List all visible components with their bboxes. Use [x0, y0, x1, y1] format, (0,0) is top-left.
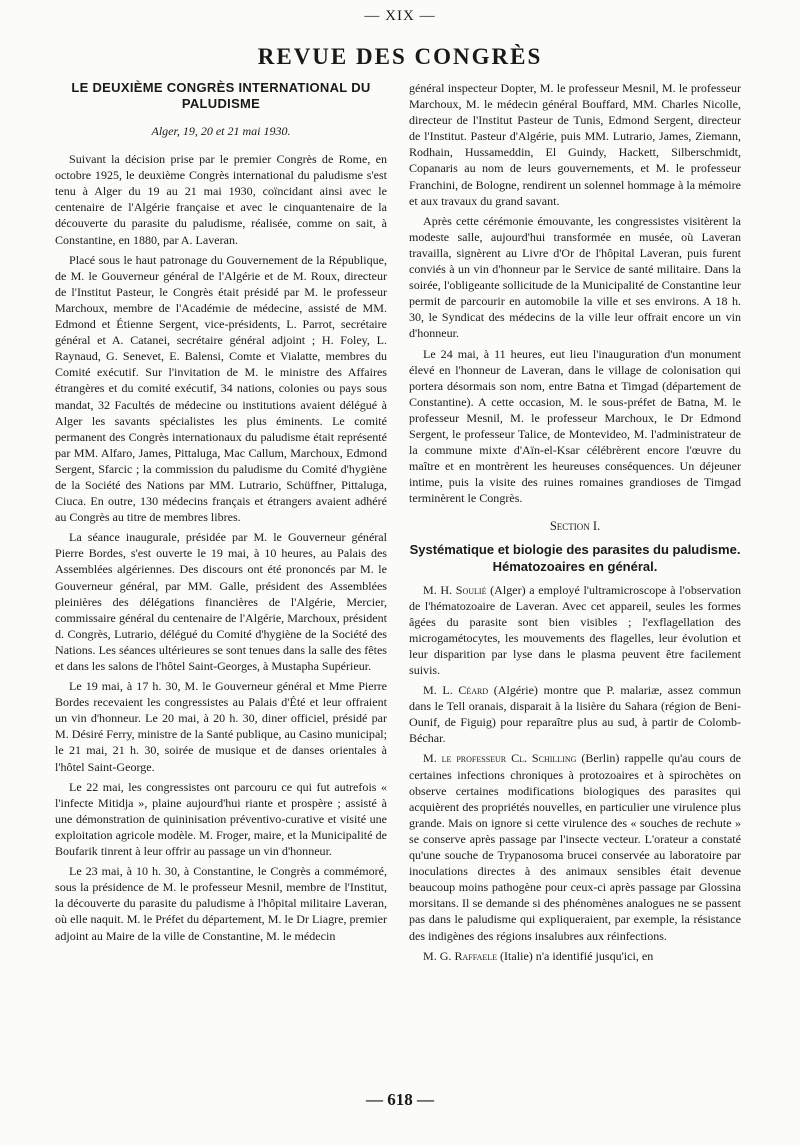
communication [409, 750, 741, 943]
author-name: M. L. Céard [423, 683, 489, 698]
place-date: Alger, 19, 20 et 21 mai 1930. [151, 124, 291, 138]
communication-text: (Italie) n'a identifié jusqu'ici, en [497, 948, 654, 963]
paragraph: Le 23 mai, à 10 h. 30, à Constantine, le Congrès a commémoré, sous la présidence de M. le professeur Mesnil, membre de l'Institut, la découverte du parasite du paludisme à l'hôpital militaire Laveran, où elle naquit. M. le Préfet du département, M. le Dr Liagre, premier adjoint au Maire de la ville de Constantine, M. le médecin [55, 864, 387, 943]
paragraph: Le 24 mai, à 11 heures, eut lieu l'inauguration d'un monument élevé en l'honneur de Laveran, dans le village de colonisation qui portera désormais son nom, entre Batna et Timgad (département de Constantine). A cette occasion, M. le sous-préfet de Batna, M. le professeur Mesnil, M. le professeur Marchoux, le Dr Edmond Sergent, le professeur Talice, de Montevideo, M. l'administrateur de la commune mixte d'Aïn-el-Ksar célébrèrent encore l'œuvre du maître et en montrèrent les heureuses conséquences. Un déjeuner intime, puis la visite des ruines romaines grandioses de Timgad terminèrent le Congrès. [409, 346, 741, 506]
communication [409, 682, 741, 746]
paragraph: Le 22 mai, les congressistes ont parcouru ce qui fut autrefois « l'infecte Mitidja », plaine aujourd'hui riante et prospère ; assisté à une démonstration de quininisation préventivo-curative et visité une exploitation agricole modèle. M. Froger, maire, et la Municipalité de Boufarik tinrent à leur offrir au passage un vin d'honneur. [55, 779, 387, 859]
page-number: — 618 — [366, 1090, 434, 1109]
paragraph: Placé sous le haut patronage du Gouvernement de la République, de M. le Gouverneur général de l'Algérie et de M. Roux, directeur de l'Institut Pasteur, le Congrès était présidé par M. le professeur Marchoux, membre de l'Académie de médecine, assisté de MM. Edmond et Étienne Sergent, vice-présidents, L. Parrot, secrétaire général et A. Catanei, secrétaire général adjoint ; H. Foley, L. Raynaud, G. Senevet, E. Balensi, Comte et Vialatte, membres du Comité exécutif. Sur l'invitation de M. le ministre des Affaires étrangères et du comité exécutif, 34 nations, colonies ou pays sous mandat, 32 Facultés de médecine ou institutions avaient délégué à Alger les savants spécialistes les plus éminents. Le comité permanent des Congrès internationaux du paludisme était représenté par MM. Alfaro, James, Pittaluga, Mac Callum, Marchoux, Edmond Sergent, Sfarcic ; la commission du paludisme du Comité d'hygiène de la Société des Nations par MM. Lutrario, Schüffner, Pittaluga, Ciuca. En outre, 130 médecins français et étrangers avaient adhéré au Congrès au titre de membres libres. [55, 252, 387, 525]
communication [409, 948, 741, 964]
communication-text: (Berlin) rappelle qu'au cours de certaines infections chroniques à protozoaires et à spirochètes on observe certaines modifications biologiques des parasites qui acquièrent des propriétés nouvelles, en particulier une virulence plus grande. Mais on ignore si cette virulence des « souches de rechute » se conserve après passage par l'insecte vecteur. L'orateur a constaté qu'une souche de Trypanosoma brucei conservée au laboratoire par inoculations directes à des animaux sensibles était devenue beaucoup moins pathogène pour ceux-ci après passage par Glossina morsitans. Il se demande si des phénomènes analogues ne se passent pas dans le paludisme qui expliqueraient, par exemple, la résistance des indigènes des régions insalubres aux réinfections. [409, 751, 741, 943]
author-name: M. H. Soulié [423, 582, 487, 597]
communication [409, 582, 741, 679]
communication-text: (Alger) a employé l'ultramicroscope à l'observation de l'hématozoaire de Laveran. Avec cet appareil, seules les formes âgées du parasite sont bien visibles ; l'exflagellation des microgamétocytes, les mouvements des flagelles, leur évolution et leur disparition par lyse dans le plasma peuvent être facilement suivis. [409, 582, 742, 677]
paragraph: Le 19 mai, à 17 h. 30, M. le Gouverneur général et Mme Pierre Bordes recevaient les congressistes au Palais d'Été et leur offraient un vin d'honneur. Le 20 mai, à 20 h. 30, diner officiel, présidé par M. Désiré Ferry, ministre de la Santé publique, au Casino municipal; le 21 mai, 21 h. 30, soirée de musique et de danses orientales à l'hôtel Saint-George. [55, 679, 387, 774]
author-name: M. le professeur Cl. Schilling [423, 751, 577, 766]
article-title: LE DEUXIÈME CONGRÈS INTERNATIONAL DU PALUDISME [71, 80, 371, 111]
running-title: REVUE DES CONGRÈS [257, 44, 543, 69]
section-label: Section I. [549, 519, 601, 534]
author-name: M. G. Raffaele [423, 948, 498, 963]
page-roman-numeral: — XIX — [364, 8, 436, 24]
section-title: Systématique et biologie des parasites du paludisme. Hématozoaires en général. [409, 541, 741, 574]
paragraph: Suivant la décision prise par le premier Congrès de Rome, en octobre 1925, le deuxième Congrès international du paludisme s'est tenu à Alger du 19 au 21 mai 1930, coïncidant ainsi avec le centenaire de l'Algérie française et avec le cinquantenaire de la découverte du parasite du paludisme, réalisée, comme on sait, à Constantine, en 1880, par A. Laveran. [55, 152, 387, 247]
paragraph: Après cette cérémonie émouvante, les congressistes visitèrent la modeste salle, aujourd'hui transformée en musée, où Laveran travailla, signèrent au Livre d'Or de l'hôpital Laveran, puis furent conviés à un vin d'honneur par le Service de santé militaire. Dans la soirée, l'obligeante sollicitude de la Municipalité de Constantine leur permit de parcourir en automobile la ville et ses environs. A 18 h. 30, le Syndicat des médecins de la ville leur offrait encore un vin d'honneur. [409, 213, 741, 341]
right-column [409, 80, 741, 968]
paragraph: La séance inaugurale, présidée par M. le Gouverneur général Pierre Bordes, s'est ouverte le 19 mai, à 10 heures, au Palais des Assemblées algériennes. Des discours ont été prononcés par M. le Gouverneur général, par MM. Galle, président des Assemblées pleinières des délégations financières de l'Algérie, Mercier, commissaire général du centenaire de l'Algérie, Marchoux, président d. Congrès, Lutrario, délégué du Comité d'hygiène de la Société des Nations. Les séances ultérieures se sont tenues dans la salle des fêtes et dans les salons de l'hôtel Saint-Georges, à Mustapha Supérieur. [55, 530, 387, 673]
left-column [55, 80, 387, 948]
paragraph: général inspecteur Dopter, M. le professeur Mesnil, M. le professeur Marchoux, M. le médecin général Bouffard, MM. Charles Nicolle, directeur de l'Institut Pasteur de Tunis, Edmond Sergent, directeur de l'Institut. Pasteur d'Algérie, puis MM. Lutrario, James, Ziemann, Rodhain, Hussameddin, El Guindy, Hackett, Silberschmidt, Copanaris au nom de leurs gouvernements, et M. le professeur Franchini, de Bologne, rendirent un solennel hommage à la mémoire et aux travaux du grand savant. [409, 81, 741, 208]
communication-text: (Algérie) montre que P. malariæ, assez commun dans le Tell oranais, disparait à la lisière du Sahara (région de Beni-Ounif, de Figuig) pour reparaître plus au sud, à partir de Colomb-Béchar. [409, 683, 742, 746]
